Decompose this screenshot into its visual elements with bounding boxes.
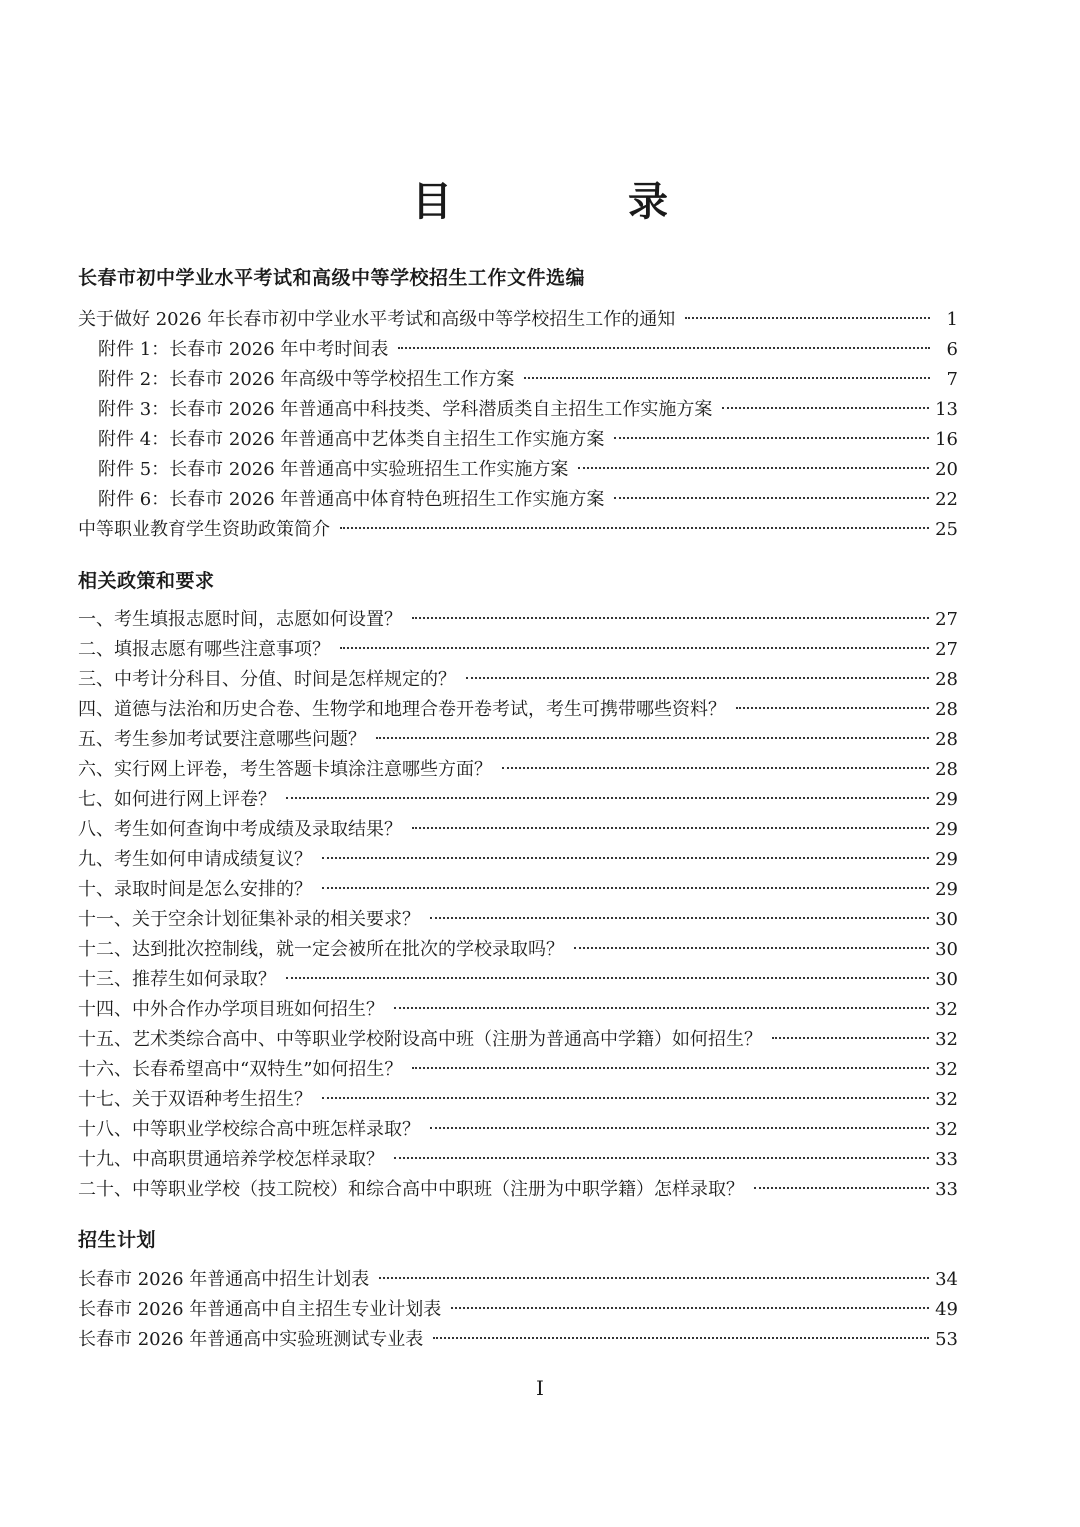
dot-leader	[614, 437, 929, 439]
toc-entry-page: 32	[935, 1119, 958, 1140]
dot-leader	[754, 1187, 929, 1189]
toc-entry-page: 28	[935, 729, 958, 750]
dot-leader	[772, 1037, 929, 1039]
toc-entry[interactable]	[78, 695, 958, 725]
dot-leader	[394, 1007, 929, 1009]
toc-entry-label: 三、中考计分科目、分值、时间是怎样规定的？	[78, 669, 456, 690]
toc-entry-page: 7	[946, 369, 958, 390]
toc-entry[interactable]	[98, 485, 958, 515]
toc-entry-page: 27	[935, 639, 958, 660]
toc-entry[interactable]	[78, 1175, 958, 1205]
dot-leader	[376, 737, 929, 739]
dot-leader	[736, 707, 929, 709]
toc-entry-label: 附件 1：长春市 2026 年中考时间表	[98, 339, 389, 360]
dot-leader	[322, 857, 929, 859]
toc-entry[interactable]	[98, 365, 958, 395]
toc-entry[interactable]	[78, 635, 958, 665]
toc-entry-page: 13	[935, 399, 958, 420]
toc-entry-label: 十二、达到批次控制线，就一定会被所在批次的学校录取吗？	[78, 939, 564, 960]
toc-entry[interactable]	[78, 935, 958, 965]
toc-entry-page: 29	[935, 879, 958, 900]
toc-entry-page: 29	[935, 849, 958, 870]
toc-entry-page: 32	[935, 1089, 958, 1110]
section-heading-policies: 相关政策和要求	[78, 570, 215, 592]
toc-entry-page: 6	[946, 339, 958, 360]
dot-leader	[722, 407, 929, 409]
toc-entry[interactable]	[78, 605, 958, 635]
toc-entry-page: 30	[935, 939, 958, 960]
toc-entry-label: 附件 5：长春市 2026 年普通高中实验班招生工作实施方案	[98, 459, 569, 480]
dot-leader	[451, 1307, 929, 1309]
toc-entry-label: 中等职业教育学生资助政策简介	[78, 519, 330, 540]
dot-leader	[430, 917, 929, 919]
toc-entry-label: 八、考生如何查询中考成绩及录取结果？	[78, 819, 402, 840]
toc-entry-label: 十八、中等职业学校综合高中班怎样录取？	[78, 1119, 420, 1140]
toc-entry[interactable]	[78, 515, 958, 545]
toc-entry[interactable]	[78, 875, 958, 905]
toc-entry[interactable]	[78, 1295, 958, 1325]
dot-leader	[578, 467, 929, 469]
toc-entry-label: 长春市 2026 年普通高中自主招生专业计划表	[78, 1299, 442, 1320]
toc-entry[interactable]	[78, 305, 958, 335]
dot-leader	[574, 947, 929, 949]
toc-entry-page: 49	[935, 1299, 958, 1320]
toc-entry[interactable]	[78, 725, 958, 755]
toc-entry-page: 29	[935, 789, 958, 810]
dot-leader	[412, 1067, 929, 1069]
dot-leader	[322, 1097, 929, 1099]
dot-leader	[524, 377, 930, 379]
dot-leader	[340, 647, 929, 649]
toc-entry[interactable]	[78, 1325, 958, 1355]
toc-entry-page: 28	[935, 759, 958, 780]
toc-entry-label: 六、实行网上评卷，考生答题卡填涂注意哪些方面？	[78, 759, 492, 780]
toc-entry-page: 16	[935, 429, 958, 450]
dot-leader	[379, 1277, 929, 1279]
toc-entry[interactable]	[78, 1145, 958, 1175]
dot-leader	[394, 1157, 929, 1159]
section-heading-plans: 招生计划	[78, 1229, 157, 1251]
toc-entry-page: 30	[935, 909, 958, 930]
toc-entry-label: 十一、关于空余计划征集补录的相关要求？	[78, 909, 420, 930]
toc-entry-page: 27	[935, 609, 958, 630]
toc-entry-page: 28	[935, 669, 958, 690]
toc-entry-label: 九、考生如何申请成绩复议？	[78, 849, 312, 870]
dot-leader	[322, 887, 929, 889]
page-number: I	[536, 1376, 544, 1400]
toc-entry-page: 29	[935, 819, 958, 840]
toc-entry[interactable]	[98, 335, 958, 365]
dot-leader	[433, 1337, 929, 1339]
toc-entry-label: 二、填报志愿有哪些注意事项？	[78, 639, 330, 660]
toc-entry[interactable]	[78, 995, 958, 1025]
toc-entry-page: 34	[935, 1269, 958, 1290]
toc-entry-page: 30	[935, 969, 958, 990]
toc-entry[interactable]	[78, 905, 958, 935]
toc-entry[interactable]	[78, 785, 958, 815]
toc-entry-label: 长春市 2026 年普通高中实验班测试专业表	[78, 1329, 424, 1350]
toc-entry-page: 33	[935, 1149, 958, 1170]
toc-entry-page: 25	[935, 519, 958, 540]
toc-entry[interactable]	[98, 425, 958, 455]
toc-entry[interactable]	[98, 455, 958, 485]
toc-entry-page: 1	[946, 309, 958, 330]
toc-entry-label: 附件 6：长春市 2026 年普通高中体育特色班招生工作实施方案	[98, 489, 605, 510]
dot-leader	[502, 767, 929, 769]
toc-entry-label: 十四、中外合作办学项目班如何招生？	[78, 999, 384, 1020]
toc-entry-label: 十三、推荐生如何录取？	[78, 969, 276, 990]
dot-leader	[412, 617, 929, 619]
page-title: 目 录	[412, 179, 736, 225]
toc-entry-label: 十五、艺术类综合高中、中等职业学校附设高中班（注册为普通高中学籍）如何招生？	[78, 1029, 762, 1050]
toc-entry-label: 七、如何进行网上评卷？	[78, 789, 276, 810]
toc-entry-page: 33	[935, 1179, 958, 1200]
dot-leader	[286, 797, 929, 799]
toc-entry-label: 二十、中等职业学校（技工院校）和综合高中中职班（注册为中职学籍）怎样录取？	[78, 1179, 744, 1200]
toc-entry-page: 20	[935, 459, 958, 480]
toc-entry-label: 四、道德与法治和历史合卷、生物学和地理合卷开卷考试，考生可携带哪些资料？	[78, 699, 726, 720]
toc-entry[interactable]	[78, 1115, 958, 1145]
dot-leader	[286, 977, 929, 979]
toc-entry[interactable]	[78, 1025, 958, 1055]
toc-entry[interactable]	[78, 1085, 958, 1115]
toc-entry-page: 32	[935, 1059, 958, 1080]
toc-entry[interactable]	[78, 845, 958, 875]
dot-leader	[430, 1127, 929, 1129]
toc-entry[interactable]	[78, 1265, 958, 1295]
dot-leader	[685, 317, 930, 319]
toc-entry-page: 22	[935, 489, 958, 510]
toc-entry-label: 十六、长春希望高中“双特生”如何招生？	[78, 1059, 403, 1080]
toc-entry-label: 十、录取时间是怎么安排的？	[78, 879, 312, 900]
dot-leader	[614, 497, 929, 499]
toc-entry-page: 28	[935, 699, 958, 720]
dot-leader	[398, 347, 930, 349]
toc-entry[interactable]	[78, 1055, 958, 1085]
toc-entry-page: 53	[935, 1329, 958, 1350]
toc-entry[interactable]	[78, 665, 958, 695]
toc-entry-label: 五、考生参加考试要注意哪些问题？	[78, 729, 366, 750]
toc-entry[interactable]	[98, 395, 958, 425]
dot-leader	[412, 827, 929, 829]
toc-entry-label: 附件 4：长春市 2026 年普通高中艺体类自主招生工作实施方案	[98, 429, 605, 450]
section-heading-documents: 长春市初中学业水平考试和高级中等学校招生工作文件选编	[78, 267, 586, 289]
toc-entry-label: 关于做好 2026 年长春市初中学业水平考试和高级中等学校招生工作的通知	[78, 309, 676, 330]
toc-entry-label: 十九、中高职贯通培养学校怎样录取？	[78, 1149, 384, 1170]
toc-entry-label: 长春市 2026 年普通高中招生计划表	[78, 1269, 370, 1290]
toc-entry-label: 一、考生填报志愿时间，志愿如何设置？	[78, 609, 402, 630]
dot-leader	[340, 527, 929, 529]
toc-entry-label: 附件 3：长春市 2026 年普通高中科技类、学科潜质类自主招生工作实施方案	[98, 399, 713, 420]
toc-entry-label: 附件 2：长春市 2026 年高级中等学校招生工作方案	[98, 369, 515, 390]
toc-entry-page: 32	[935, 999, 958, 1020]
toc-entry[interactable]	[78, 755, 958, 785]
toc-entry[interactable]	[78, 965, 958, 995]
toc-entry-page: 32	[935, 1029, 958, 1050]
toc-entry[interactable]	[78, 815, 958, 845]
toc-entry-label: 十七、关于双语种考生招生？	[78, 1089, 312, 1110]
dot-leader	[466, 677, 929, 679]
